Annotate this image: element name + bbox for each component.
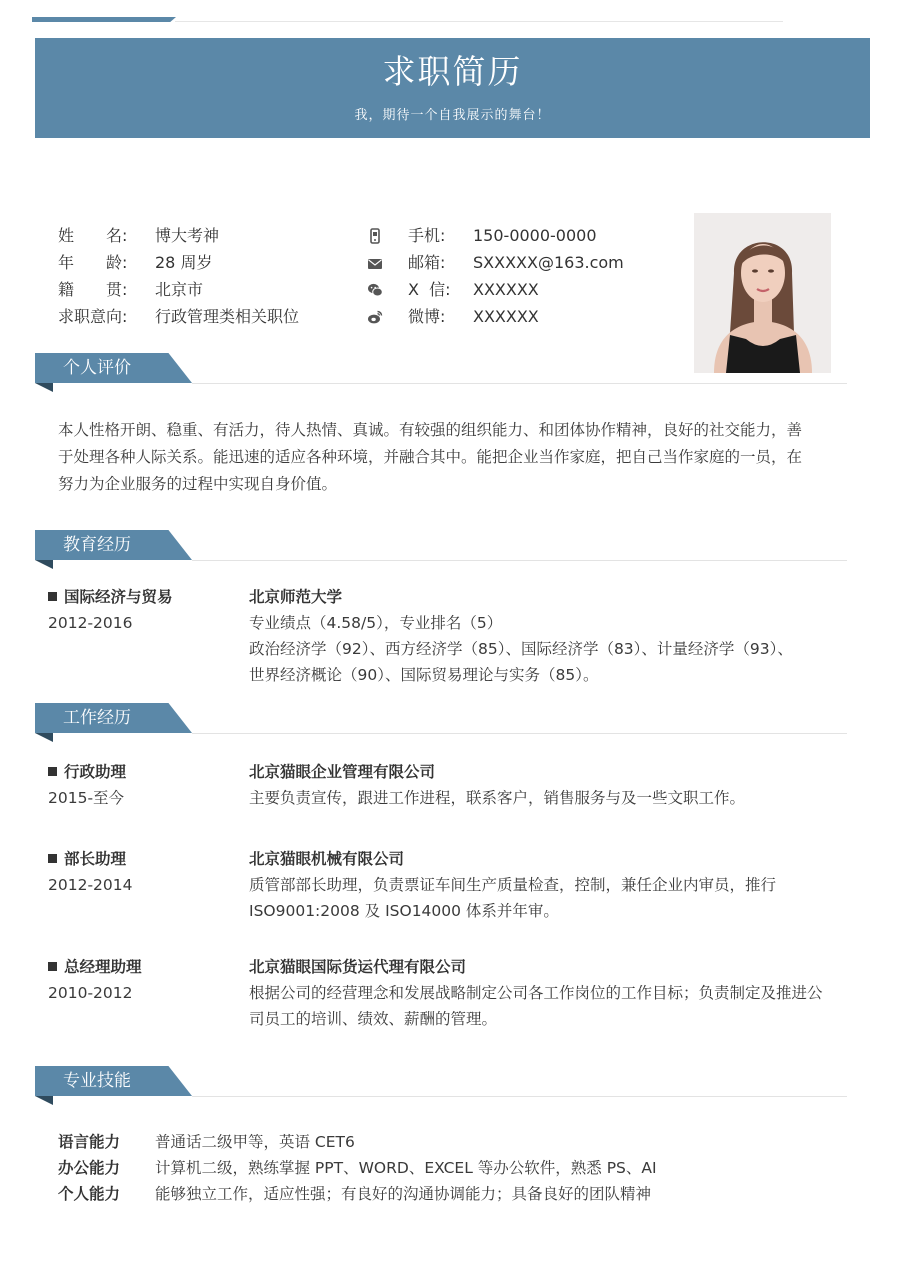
bullet-square (48, 592, 57, 601)
education-right (249, 584, 793, 688)
section-title: 个人评价 (63, 358, 131, 378)
hometown-label: 籍 贯: (58, 280, 128, 299)
job-company: 北京猫眼国际货运代理有限公司 (249, 958, 467, 976)
wechat-value: XXXXXX (473, 280, 539, 299)
education-period: 2012-2016 (48, 614, 133, 632)
job-description: 质管部部长助理，负责票证车间生产质量检查，控制，兼任企业内审员，推行 (249, 876, 777, 894)
job-right (249, 846, 776, 924)
phone-label: 手机: (408, 226, 446, 245)
education-detail: 政治经济学（92）、西方经济学（85）、国际经济学（83）、计量经济学（93）、 (249, 640, 793, 658)
education-detail: 世界经济概论（90）、国际贸易理论与实务（85）。 (249, 666, 599, 684)
skill-label: 个人能力 (58, 1185, 121, 1203)
job-right (249, 759, 745, 811)
job-left (48, 846, 133, 898)
job-description: 司员工的培训、绩效、薪酬的管理。 (249, 1010, 498, 1028)
job-position: 总经理助理 (64, 958, 142, 976)
section-title: 专业技能 (63, 1071, 131, 1091)
skill-row (58, 1155, 657, 1181)
section-title: 教育经历 (63, 535, 131, 555)
education-detail: 专业绩点（4.58/5），专业排名（5） (249, 614, 503, 632)
section-header-evaluation (35, 353, 847, 385)
job-description: 根据公司的经营理念和发展战略制定公司各工作岗位的工作目标；负责制定及推进公 (249, 984, 823, 1002)
top-divider (175, 21, 783, 22)
job-position: 行政助理 (64, 763, 127, 781)
education-left (48, 584, 173, 636)
name-value: 博大考神 (155, 226, 220, 245)
age-label: 年 龄: (58, 253, 128, 272)
page-title: 求职简历 (382, 52, 523, 91)
evaluation-text (58, 417, 802, 498)
education-school: 北京师范大学 (249, 588, 343, 606)
intent-value: 行政管理类相关职位 (155, 307, 300, 326)
section-divider (192, 1096, 847, 1097)
skill-text: 计算机二级，熟练掌握 PPT、WORD、EXCEL 等办公软件，熟悉 PS、AI (155, 1159, 657, 1177)
job-period: 2010-2012 (48, 984, 133, 1002)
job-description: 主要负责宣传，跟进工作进程，联系客户，销售服务与及一些文职工作。 (249, 789, 746, 807)
weibo-icon (367, 309, 383, 325)
section-header-work (35, 703, 847, 735)
job-company: 北京猫眼机械有限公司 (249, 850, 405, 868)
skill-text: 能够独立工作，适应性强；有良好的沟通协调能力；具备良好的团队精神 (155, 1185, 652, 1203)
page-subtitle: 我，期待一个自我展示的舞台！ (354, 108, 551, 123)
evaluation-line: 本人性格开朗、稳重、有活力，待人热情、真诚。有较强的组织能力、和团体协作精神，良好的社交能力，善 (58, 421, 803, 439)
weibo-value: XXXXXX (473, 307, 539, 326)
intent-label: 求职意向: (58, 307, 128, 326)
section-title: 工作经历 (63, 708, 131, 728)
bullet-square (48, 767, 57, 776)
job-description: ISO9001:2008 及 ISO14000 体系并年审。 (249, 902, 559, 920)
job-period: 2012-2014 (48, 876, 133, 894)
profile-photo (694, 213, 831, 373)
header-banner (35, 38, 870, 138)
bullet-square (48, 962, 57, 971)
phone-icon (367, 228, 383, 244)
hometown-value: 北京市 (155, 280, 204, 299)
email-value: SXXXXX@163.com (473, 253, 624, 272)
section-header-skills (35, 1066, 847, 1098)
bullet-square (48, 854, 57, 863)
section-divider (192, 383, 847, 384)
job-left (48, 759, 126, 811)
age-value: 28 周岁 (155, 253, 213, 272)
education-major: 国际经济与贸易 (64, 588, 173, 606)
email-label: 邮箱: (408, 253, 446, 272)
evaluation-line: 努力为企业服务的过程中实现自身价值。 (58, 475, 338, 493)
wechat-label: X 信: (408, 280, 451, 299)
skill-label: 语言能力 (58, 1133, 121, 1151)
name-label: 姓 名: (58, 226, 128, 245)
skill-label: 办公能力 (58, 1159, 121, 1177)
wechat-icon (367, 282, 383, 298)
job-right (249, 954, 823, 1032)
phone-value: 150-0000-0000 (473, 226, 597, 245)
skill-text: 普通话二级甲等，英语 CET6 (155, 1133, 355, 1151)
top-accent-bar (32, 17, 176, 22)
job-period: 2015-至今 (48, 789, 125, 807)
mail-icon (367, 256, 383, 272)
section-divider (192, 560, 847, 561)
skill-row (58, 1181, 657, 1207)
section-divider (192, 733, 847, 734)
skill-row (58, 1129, 657, 1155)
weibo-label: 微博: (408, 307, 446, 326)
skills-list (58, 1129, 657, 1207)
job-company: 北京猫眼企业管理有限公司 (249, 763, 436, 781)
evaluation-line: 于处理各种人际关系。能迅速的适应各种环境，并融合其中。能把企业当作家庭，把自己当作家庭的一员，在 (58, 448, 803, 466)
job-position: 部长助理 (64, 850, 127, 868)
job-left (48, 954, 142, 1006)
section-header-education (35, 530, 847, 562)
